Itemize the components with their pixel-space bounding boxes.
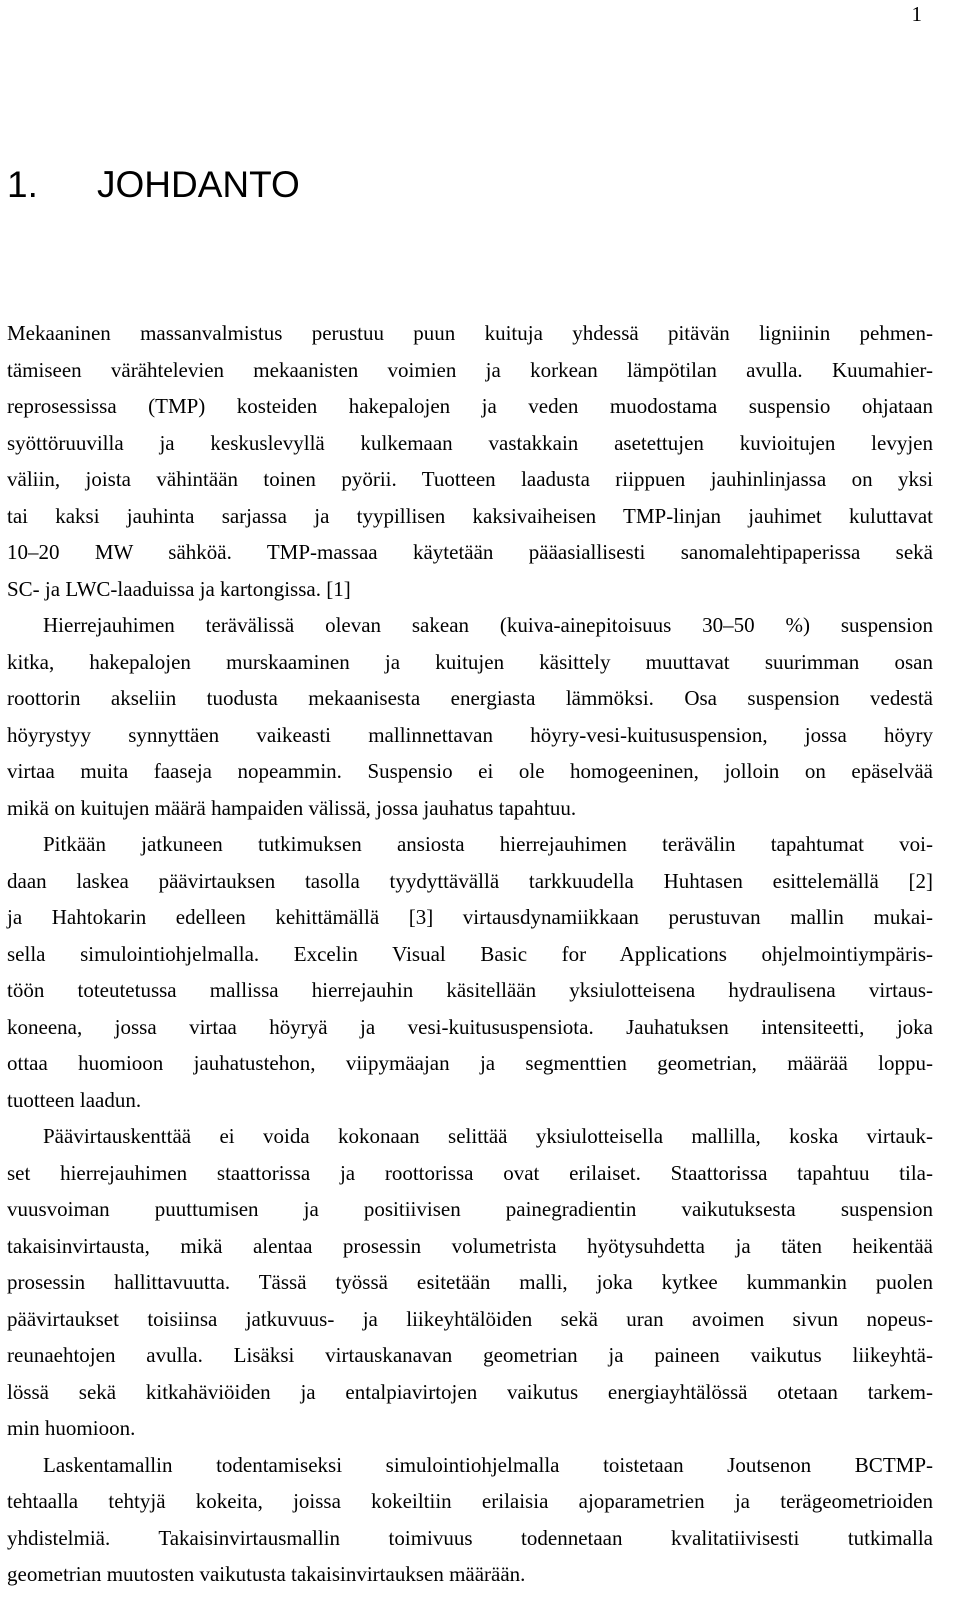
text-line: Pitkään jatkuneen tutkimuksen ansiosta hierrejauhimen terävälin tapahtumat voi- <box>43 832 933 856</box>
text-line: takaisinvirtausta, mikä alentaa prosessin volumetrista hyötysuhdetta ja täten heikentää <box>7 1233 933 1258</box>
text-line: tuotteen laadun. <box>7 1087 142 1112</box>
text-line: min huomioon. <box>7 1416 136 1440</box>
text-line: lössä sekä kitkahäviöiden ja entalpiavirtojen vaikutus energiayhtälössä otetaan tarkem- <box>7 1379 933 1404</box>
paragraph <box>7 1118 933 1447</box>
text-line: tehtaalla tehtyjä kokeita, joissa kokeiltiin erilaisia ajoparametrien ja terägeometrioiden <box>7 1489 933 1513</box>
chapter-number: 1. <box>7 164 38 205</box>
text-line: syöttöruuvilla ja keskuslevyllä kulkemaan vastakkain asetettujen kuvioitujen levyjen <box>7 430 933 455</box>
text-line: geometrian muutosten vaikutusta takaisinvirtauksen määrään. <box>7 1562 526 1586</box>
paragraph <box>7 607 933 826</box>
paragraph <box>7 315 933 607</box>
text-line: reunaehtojen avulla. Lisäksi virtauskanavan geometrian ja paineen vaikutus liikeyhtä- <box>7 1343 933 1367</box>
text-line: virtaa muita faaseja nopeammin. Suspensio ei ole homogeeninen, jolloin on epäselvää <box>7 759 933 783</box>
text-line: yhdistelmiä. Takaisinvirtausmallin toimivuus todennetaan kvalitatiivisesti tutkimalla <box>7 1525 933 1550</box>
text-line: reprosessissa (TMP) kosteiden hakepalojen ja veden muodostama suspensio ohjataan <box>7 394 933 418</box>
text-line: tai kaksi jauhinta sarjassa ja tyypillisen kaksivaiheisen TMP-linjan jauhimet kuluttavat <box>7 503 933 528</box>
text-line: väliin, joista vähintään toinen pyörii. Tuotteen laadusta riippuen jauhinlinjassa on yksi <box>7 467 933 491</box>
text-line: päävirtaukset toisiinsa jatkuvuus- ja liikeyhtälöiden sekä uran avoimen sivun nopeus- <box>7 1306 933 1331</box>
text-line: kitka, hakepalojen murskaaminen ja kuitujen käsittely muuttavat suurimman osan <box>7 649 933 674</box>
paragraph <box>7 1447 933 1593</box>
text-line: mikä on kuitujen määrä hampaiden välissä, jossa jauhatus tapahtuu. <box>7 795 577 820</box>
text-line: vuusvoiman puuttumisen ja positiivisen painegradientin vaikutuksesta suspension <box>7 1197 933 1221</box>
text-line: koneena, jossa virtaa höyryä ja vesi-kuitususpensiota. Jauhatuksen intensiteetti, joka <box>7 1014 933 1039</box>
text-line: SC- ja LWC-laaduissa ja kartongissa. [1] <box>7 576 351 601</box>
text-line: tämiseen värähtelevien mekaanisten voimien ja korkean lämpötilan avulla. Kuumahier- <box>7 357 933 382</box>
chapter-heading <box>7 163 300 207</box>
text-line: sella simulointiohjelmalla. Excelin Visual Basic for Applications ohjelmointiympäris- <box>7 941 933 966</box>
text-line: ja Hahtokarin edelleen kehittämällä [3] virtausdynamiikkaan perustuvan mallin mukai- <box>7 905 933 929</box>
text-line: prosessin hallittavuutta. Tässä työssä esitetään malli, joka kytkee kummankin puolen <box>7 1270 933 1294</box>
text-line: Hierrejauhimen terävälissä olevan sakean (kuiva-ainepitoisuus 30–50 %) suspension <box>43 613 933 637</box>
text-line: roottorin akseliin tuodusta mekaanisesta energiasta lämmöksi. Osa suspension vedestä <box>7 686 933 710</box>
text-line: Päävirtauskenttää ei voida kokonaan selittää yksiulotteisella mallilla, koska virtauk- <box>43 1124 933 1148</box>
text-line: 10–20 MW sähköä. TMP-massaa käytetään pääasiallisesti sanomalehtipaperissa sekä <box>7 540 933 564</box>
page-number: 1 <box>911 2 922 26</box>
text-line: Laskentamallin todentamiseksi simulointiohjelmalla toistetaan Joutsenon BCTMP- <box>43 1452 933 1477</box>
paragraph <box>7 826 933 1118</box>
text-line: set hierrejauhimen staattorissa ja roottorissa ovat erilaiset. Staattorissa tapahtuu tila- <box>7 1160 933 1185</box>
text-line: Mekaaninen massanvalmistus perustuu puun kuituja yhdessä pitävän ligniinin pehmen- <box>7 321 933 345</box>
text-line: höyrystyy synnyttäen vaikeasti mallinnettavan höyry-vesi-kuitususpension, jossa höyry <box>7 722 933 747</box>
text-line: ottaa huomioon jauhatustehon, viipymäajan ja segmenttien geometrian, määrää loppu- <box>7 1051 933 1075</box>
text-line: daan laskea päävirtauksen tasolla tyydyttävällä tarkkuudella Huhtasen esittelemällä [2] <box>7 868 933 893</box>
text-line: töön toteutetussa mallissa hierrejauhin käsitellään yksiulotteisena hydraulisena virtaus- <box>7 978 933 1002</box>
body-text <box>7 315 933 1593</box>
chapter-title: JOHDANTO <box>97 164 300 205</box>
